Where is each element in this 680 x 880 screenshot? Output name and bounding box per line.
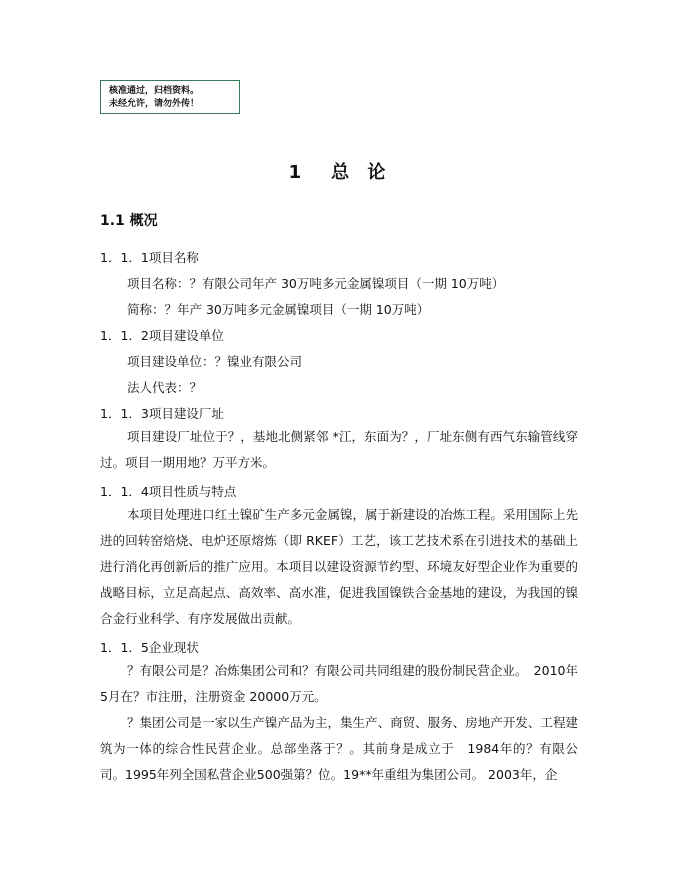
construction-unit: 项目建设单位：？镍业有限公司 [127,354,303,369]
stamp-line-1: 核准通过，归档资料。 [109,86,200,96]
subsection-heading-nature: 1．1．4项目性质与特点 [100,484,237,499]
project-name-full: 项目名称：？有限公司年产 30万吨多元金属镍项目（一期 10万吨） [127,276,505,291]
subsection-heading-project-name: 1．1．1项目名称 [100,250,199,265]
site-paragraph: 项目建设厂址位于？，基地北侧紧邻 *江，东面为？，厂址东侧有西气东输管线穿过。项目一期用地？万平方米。 [100,429,578,470]
chapter-title: 1 总 论 [288,162,392,183]
stamp-line-2: 未经允许，请勿外传！ [109,99,200,109]
section-title: 1.1 概况 [100,213,158,229]
subsection-heading-site: 1．1．3项目建设厂址 [100,406,224,421]
subsection-heading-company: 1．1．5企业现状 [100,640,199,655]
legal-representative: 法人代表：？ [127,380,203,395]
company-paragraph-1: ？有限公司是？冶炼集团公司和？有限公司共同组建的股份制民营企业。 2010年5月在？市注册，注册资金 20000万元。 [100,663,578,704]
project-name-short: 简称：？年产 30万吨多元金属镍项目（一期 10万吨） [127,302,430,317]
subsection-heading-unit: 1．1．2项目建设单位 [100,328,224,343]
nature-paragraph: 本项目处理进口红土镍矿生产多元金属镍，属于新建设的冶炼工程。采用国际上先进的回转窑焙烧、电炉还原熔炼（即 RKEF）工艺，该工艺技术系在引进技术的基础上进行消化再创新后的推广应用。本项目以建设资源节约型、环境友好型企业作为重要的战略目标，立足高起点、高效率、高水准，促进我国镍铁合金基地的建设，为我国的镍合金行业科学、有序发展做出贡献。 [100,507,578,626]
approval-stamp [100,80,240,114]
company-paragraph-2: ？集团公司是一家以生产镍产品为主，集生产、商贸、服务、房地产开发、工程建筑为一体的综合性民营企业。总部坐落于？。其前身是成立于 1984年的？有限公司。1995年列全国私营企业500强第？位。19**年重组为集团公司。 2003年，企 [100,715,578,782]
